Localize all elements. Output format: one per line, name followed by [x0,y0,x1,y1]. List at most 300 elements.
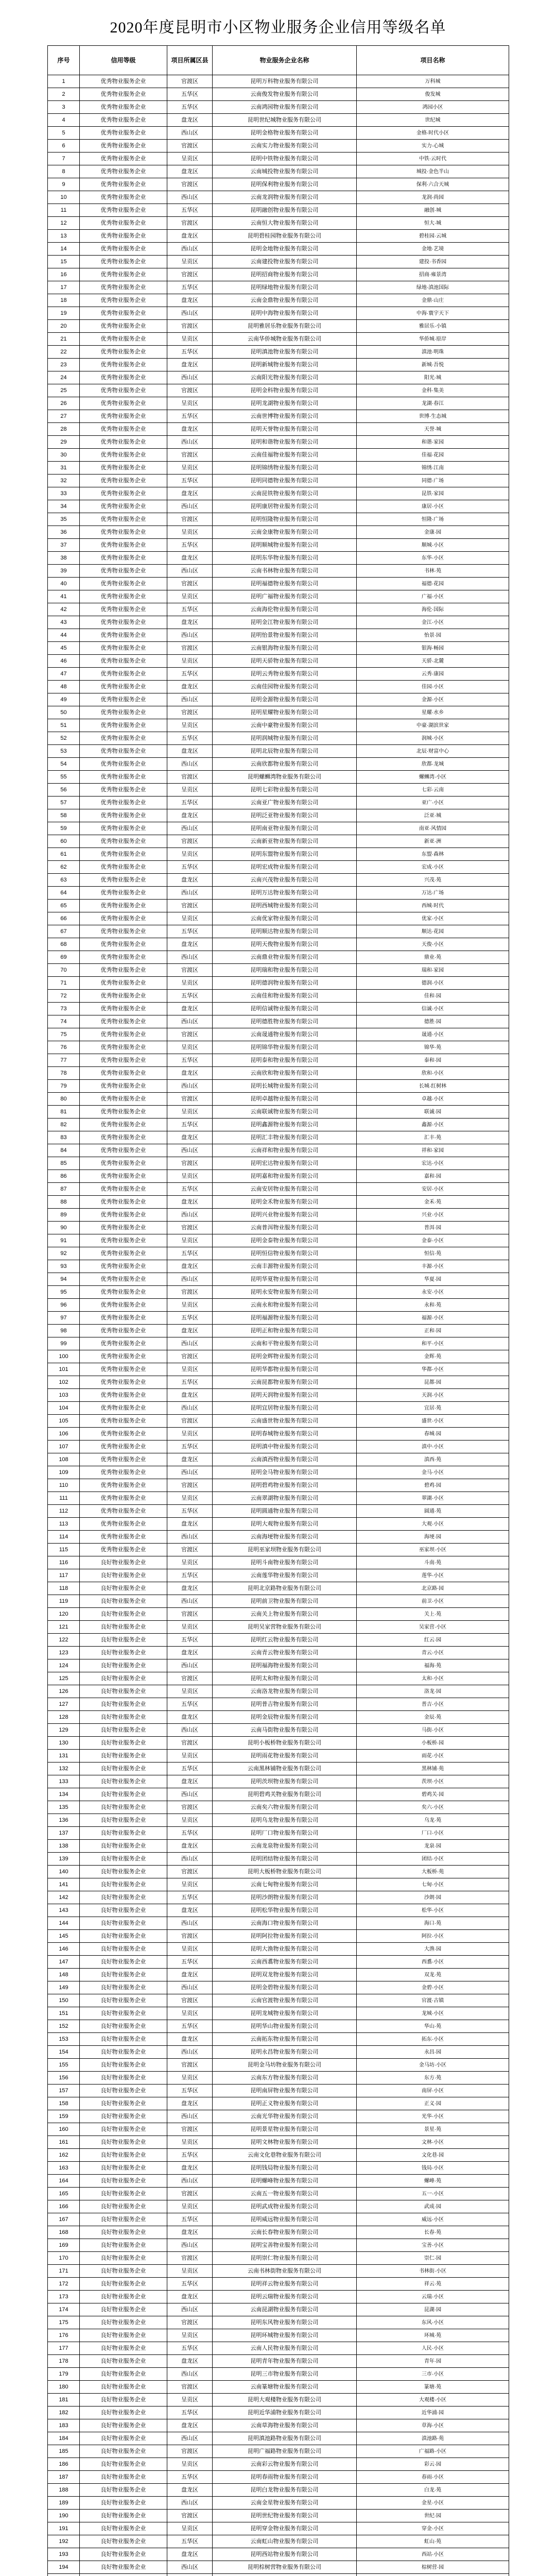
cell-level: 优秀物业服务企业 [80,874,167,887]
cell-district: 盘龙区 [167,874,213,887]
cell-no: 14 [48,243,80,256]
credit-level-table [47,45,509,2576]
cell-project: 景星·苑 [357,2123,509,2136]
cell-level: 优秀物业服务企业 [80,1209,167,1222]
cell-company: 昆明春城物业服务有限公司 [213,1428,357,1440]
cell-no: 192 [48,2535,80,2548]
cell-district [167,2574,213,2576]
cell-company: 昆明永安物业服务有限公司 [213,1286,357,1299]
cell-company: 昆明金辉物业服务有限公司 [213,1350,357,1363]
cell-district: 盘龙区 [167,2097,213,2110]
cell-no: 56 [48,784,80,796]
table-row [48,2252,509,2265]
cell-no: 122 [48,1634,80,1647]
cell-company: 昆明世纪物业服务有限公司 [213,2510,357,2522]
table-row [48,2484,509,2497]
cell-district: 呈贡区 [167,655,213,668]
cell-level: 良好物业服务企业 [80,1647,167,1659]
cell-project: 吴家营·小区 [357,1621,509,1634]
cell-no: 51 [48,719,80,732]
cell-company: 昆明碧鸡物业服务有限公司 [213,1479,357,1492]
cell-company: 昆明滇中物业服务有限公司 [213,1440,357,1453]
cell-project: 彩云·园 [357,2458,509,2471]
cell-no: 147 [48,1956,80,1969]
table-row [48,1028,509,1041]
cell-level: 优秀物业服务企业 [80,938,167,951]
cell-project: 德润·小区 [357,977,509,990]
cell-company: 昆明近华浦物业服务有限公司 [213,2406,357,2419]
cell-project: 普吉·小区 [357,1698,509,1711]
cell-no: 172 [48,2278,80,2291]
cell-project: 新亚·洲 [357,835,509,848]
cell-district: 盘龙区 [167,1582,213,1595]
cell-project: 佳福·花园 [357,449,509,462]
cell-level: 良好物业服务企业 [80,2522,167,2535]
cell-level: 优秀物业服务企业 [80,436,167,449]
cell-project: 顺城·小区 [357,539,509,552]
cell-district: 呈贡区 [167,1943,213,1956]
cell-company: 昆明雨花物业服务有限公司 [213,1750,357,1762]
cell-no: 20 [48,320,80,333]
cell-district: 官渡区 [167,2316,213,2329]
cell-company: 昆明恒隆物业服务有限公司 [213,513,357,526]
cell-project: 莲华·小区 [357,1569,509,1582]
cell-level: 优秀物业服务企业 [80,1337,167,1350]
cell-district: 官渡区 [167,1608,213,1621]
cell-project: 宝善·小区 [357,2239,509,2252]
cell-company: 昆明永昌物业服务有限公司 [213,2046,357,2059]
table-row [48,1917,509,1930]
cell-level: 良好物业服务企业 [80,2149,167,2162]
cell-district: 西山区 [167,1337,213,1350]
table-row [48,822,509,835]
cell-level: 优秀物业服务企业 [80,204,167,217]
table-row [48,1505,509,1518]
cell-no: 134 [48,1788,80,1801]
cell-project: 恒大·城 [357,217,509,230]
cell-level: 良好物业服务企业 [80,2497,167,2510]
cell-district: 五华区 [167,2471,213,2484]
table-row [48,1054,509,1067]
table-row [48,1402,509,1415]
cell-level: 良好物业服务企业 [80,1659,167,1672]
cell-company: 云南盛世物业服务有限公司 [213,1415,357,1428]
header-level: 信用等级 [80,46,167,75]
cell-district: 西山区 [167,951,213,964]
cell-project: 祥云·苑 [357,2278,509,2291]
cell-level: 优秀物业服务企业 [80,822,167,835]
table-row [48,1621,509,1634]
cell-project: 七彩·云南 [357,784,509,796]
table-row [48,758,509,771]
table-row [48,1389,509,1402]
cell-level: 良好物业服务企业 [80,2020,167,2033]
cell-project: 南屏·小区 [357,2084,509,2097]
cell-company: 昆明茨坝物业服务有限公司 [213,1775,357,1788]
cell-level: 优秀物业服务企业 [80,165,167,178]
cell-project: 保利·六合天城 [357,178,509,191]
table-row [48,2097,509,2110]
cell-level: 优秀物业服务企业 [80,307,167,320]
cell-level: 良好物业服务企业 [80,2561,167,2574]
cell-level: 良好物业服务企业 [80,1904,167,1917]
cell-project: 实力·心城 [357,140,509,152]
cell-no: 180 [48,2381,80,2394]
cell-level: 优秀物业服务企业 [80,114,167,127]
cell-project: 春城·园 [357,1428,509,1440]
table-row [48,1531,509,1544]
cell-level: 良好物业服务企业 [80,1608,167,1621]
cell-level: 优秀物业服务企业 [80,693,167,706]
table-row [48,1325,509,1337]
cell-company: 昆明龙城物业服务有限公司 [213,2007,357,2020]
cell-level: 良好物业服务企业 [80,1634,167,1647]
cell-level: 优秀物业服务企业 [80,1118,167,1131]
table-row [48,2213,509,2226]
cell-company: 昆明锦绣物业服务有限公司 [213,462,357,474]
cell-project: 普洱·园 [357,1222,509,1234]
cell-district: 官渡区 [167,1994,213,2007]
cell-company: 云南昆铁物业服务有限公司 [213,487,357,500]
cell-level: 优秀物业服务企业 [80,462,167,474]
cell-district: 西山区 [167,1724,213,1737]
cell-level: 良好物业服务企业 [80,1621,167,1634]
cell-project: 恒信·苑 [357,1247,509,1260]
cell-district: 盘龙区 [167,1840,213,1853]
cell-company: 昆明普吉物业服务有限公司 [213,1698,357,1711]
cell-district: 盘龙区 [167,809,213,822]
table-row [48,2574,509,2576]
cell-company: 昆明长城物业服务有限公司 [213,1080,357,1093]
cell-level: 良好物业服务企业 [80,1943,167,1956]
cell-no: 54 [48,758,80,771]
cell-no: 60 [48,835,80,848]
cell-project: 青年·园 [357,2355,509,2368]
cell-company: 云南官渡物业服务有限公司 [213,1994,357,2007]
cell-district: 呈贡区 [167,2522,213,2535]
cell-no: 64 [48,887,80,900]
cell-company: 昆明乌龙物业服务有限公司 [213,1814,357,1827]
cell-level: 优秀物业服务企业 [80,333,167,346]
cell-level: 优秀物业服务企业 [80,565,167,578]
cell-company: 昆明钱局物业服务有限公司 [213,2162,357,2175]
header-no: 序号 [48,46,80,75]
cell-project: 汇丰·苑 [357,1131,509,1144]
cell-no: 46 [48,655,80,668]
cell-project: 宏达·小区 [357,1157,509,1170]
cell-project: 丰源·小区 [357,1260,509,1273]
cell-district: 呈贡区 [167,1492,213,1505]
table-row [48,333,509,346]
cell-no: 88 [48,1196,80,1209]
cell-district: 呈贡区 [167,462,213,474]
cell-project: 螺蛳湾·小区 [357,771,509,784]
cell-company: 云南俊发物业服务有限公司 [213,88,357,101]
cell-level: 优秀物业服务企业 [80,1067,167,1080]
table-row [48,2432,509,2445]
table-row [48,2046,509,2059]
cell-no: 108 [48,1453,80,1466]
cell-no: 150 [48,1994,80,2007]
cell-district: 西山区 [167,2432,213,2445]
cell-district: 官渡区 [167,1222,213,1234]
table-row [48,165,509,178]
table-row [48,294,509,307]
cell-district: 呈贡区 [167,152,213,165]
cell-company: 云南鸿园物业服务有限公司 [213,101,357,114]
cell-project: 龙泉·园 [357,1840,509,1853]
cell-project: 金辰·苑 [357,1711,509,1724]
table-row [48,732,509,745]
table-row [48,423,509,436]
cell-no: 7 [48,152,80,165]
cell-level: 优秀物业服务企业 [80,397,167,410]
table-row [48,487,509,500]
cell-no: 36 [48,526,80,539]
table-row [48,835,509,848]
cell-project: 佳园·小区 [357,681,509,693]
cell-company: 昆明北京路物业服务有限公司 [213,1582,357,1595]
cell-district: 五华区 [167,1247,213,1260]
cell-project: 金源·小区 [357,693,509,706]
cell-level: 良好物业服务企业 [80,1762,167,1775]
cell-level: 良好物业服务企业 [80,1866,167,1878]
cell-company: 昆明正义物业服务有限公司 [213,2097,357,2110]
cell-district: 官渡区 [167,706,213,719]
cell-level: 良好物业服务企业 [80,1917,167,1930]
cell-project: 雅居乐·小镇 [357,320,509,333]
table-row [48,1041,509,1054]
table-row [48,1814,509,1827]
cell-district: 呈贡区 [167,2136,213,2149]
table-row [48,1595,509,1608]
table-row [48,75,509,88]
cell-district: 盘龙区 [167,1904,213,1917]
table-row [48,2561,509,2574]
cell-no: 68 [48,938,80,951]
cell-no: 3 [48,101,80,114]
cell-company: 昆明西城物业服务有限公司 [213,900,357,912]
cell-district: 官渡区 [167,268,213,281]
cell-district: 呈贡区 [167,256,213,268]
cell-company: 昆明世纪城物业服务有限公司 [213,114,357,127]
cell-no: 116 [48,1556,80,1569]
cell-level: 优秀物业服务企业 [80,1028,167,1041]
cell-project: 建投·书香园 [357,256,509,268]
table-row [48,114,509,127]
cell-company: 昆明绿地物业服务有限公司 [213,281,357,294]
cell-level: 良好物业服务企业 [80,1685,167,1698]
cell-project: 金马·小区 [357,1466,509,1479]
cell-project: 鼎业·苑 [357,951,509,964]
cell-project: 官渡·古镇 [357,1994,509,2007]
cell-no: 101 [48,1363,80,1376]
table-row [48,1015,509,1028]
table-row [48,951,509,964]
cell-no: 128 [48,1711,80,1724]
cell-district: 盘龙区 [167,1969,213,1981]
cell-company: 昆明金格物业服务有限公司 [213,127,357,140]
cell-project: 南亚·风情园 [357,822,509,835]
cell-district: 五华区 [167,1569,213,1582]
table-row [48,371,509,384]
cell-district: 官渡区 [167,835,213,848]
cell-no: 65 [48,900,80,912]
cell-district: 呈贡区 [167,1428,213,1440]
cell-level: 优秀物业服务企业 [80,1080,167,1093]
cell-company: 云南昆湖物业服务有限公司 [213,2303,357,2316]
cell-level: 优秀物业服务企业 [80,1312,167,1325]
cell-district: 五华区 [167,1183,213,1196]
cell-no: 47 [48,668,80,681]
table-row [48,1685,509,1698]
cell-project: 东风·小区 [357,2316,509,2329]
cell-company: 云南和平物业服务有限公司 [213,1337,357,1350]
cell-no: 18 [48,294,80,307]
cell-district: 盘龙区 [167,359,213,371]
cell-no: 22 [48,346,80,359]
cell-company: 云南草海物业服务有限公司 [213,2419,357,2432]
cell-company: 云南彩云物业服务有限公司 [213,2458,357,2471]
cell-project: 太和·小区 [357,1672,509,1685]
cell-project: 沙朗·园 [357,1891,509,1904]
table-row [48,500,509,513]
cell-project: 瑞和·家园 [357,964,509,977]
cell-no: 77 [48,1054,80,1067]
cell-project: 鸿园小区 [357,101,509,114]
cell-project: 青云·小区 [357,1647,509,1659]
cell-company: 昆明保利物业服务有限公司 [213,178,357,191]
cell-district: 官渡区 [167,1866,213,1878]
cell-company: 昆明和谐物业服务有限公司 [213,436,357,449]
cell-company: 昆明汇丰物业服务有限公司 [213,1131,357,1144]
cell-district: 呈贡区 [167,1234,213,1247]
cell-level: 优秀物业服务企业 [80,1247,167,1260]
cell-no: 190 [48,2510,80,2522]
cell-no: 5 [48,127,80,140]
cell-project: 世纪·园 [357,2510,509,2522]
cell-company: 云南海伦物业服务有限公司 [213,603,357,616]
cell-company: 昆明棕树营物业服务有限公司 [213,2561,357,2574]
header-company: 物业服务企业名称 [213,46,357,75]
cell-no: 95 [48,1286,80,1299]
cell-no: 137 [48,1827,80,1840]
table-header-row [48,46,509,75]
table-row [48,874,509,887]
cell-level: 优秀物业服务企业 [80,861,167,874]
cell-project: 康居·小区 [357,500,509,513]
cell-company: 昆明前卫物业服务有限公司 [213,1595,357,1608]
table-row [48,681,509,693]
cell-district: 呈贡区 [167,2458,213,2471]
cell-district: 盘龙区 [167,1711,213,1724]
table-row [48,2522,509,2535]
table-row [48,848,509,861]
cell-no: 86 [48,1170,80,1183]
cell-no: 177 [48,2342,80,2355]
cell-project: 龙城·小区 [357,2007,509,2020]
cell-district: 西山区 [167,1080,213,1093]
cell-level: 优秀物业服务企业 [80,1350,167,1363]
table-row [48,217,509,230]
table-row [48,2471,509,2484]
cell-project: 新城·吾悦 [357,359,509,371]
cell-no: 164 [48,2175,80,2188]
table-row [48,1003,509,1015]
cell-no: 173 [48,2291,80,2303]
cell-company: 云南翠湖物业服务有限公司 [213,1492,357,1505]
cell-project: 华侨城·原岸 [357,333,509,346]
table-row [48,2084,509,2097]
cell-company: 昆明中铁物业服务有限公司 [213,152,357,165]
table-row [48,101,509,114]
cell-project: 威远·小区 [357,2213,509,2226]
table-row [48,2007,509,2020]
cell-company: 云南昆都物业服务有限公司 [213,1376,357,1389]
cell-company: 昆明龙湖物业服务有限公司 [213,397,357,410]
cell-project: 华夏·园 [357,1273,509,1286]
cell-no: 143 [48,1904,80,1917]
cell-company: 昆明滇池路物业服务有限公司 [213,2432,357,2445]
cell-district: 西山区 [167,2497,213,2510]
cell-project: 招商·雍景湾 [357,268,509,281]
cell-company: 云南金鼎物业服务有限公司 [213,294,357,307]
cell-district: 官渡区 [167,1930,213,1943]
cell-level: 优秀物业服务企业 [80,1222,167,1234]
cell-district: 西山区 [167,191,213,204]
table-row [48,1956,509,1969]
cell-level: 优秀物业服务企业 [80,1196,167,1209]
cell-district: 西山区 [167,1144,213,1157]
cell-project: 金地·艺境 [357,243,509,256]
cell-company: 昆明大观楼物业服务有限公司 [213,2394,357,2406]
cell-level: 良好物业服务企业 [80,1788,167,1801]
table-row [48,191,509,204]
cell-level: 优秀物业服务企业 [80,539,167,552]
table-row [48,204,509,217]
cell-project: 兴业·小区 [357,1209,509,1222]
cell-level: 优秀物业服务企业 [80,1157,167,1170]
cell-no: 117 [48,1569,80,1582]
cell-company: 昆明福海物业服务有限公司 [213,1659,357,1672]
table-row [48,1737,509,1750]
cell-company: 云南光华物业服务有限公司 [213,2110,357,2123]
cell-company: 昆明金马物业服务有限公司 [213,1466,357,1479]
cell-no: 25 [48,384,80,397]
table-row [48,1556,509,1569]
cell-company: 昆明华山物业服务有限公司 [213,2020,357,2033]
table-row [48,796,509,809]
cell-company: 昆明沙朗物业服务有限公司 [213,1891,357,1904]
cell-level: 优秀物业服务企业 [80,1402,167,1415]
cell-company: 昆明德润物业服务有限公司 [213,977,357,990]
table-row [48,603,509,616]
cell-company: 昆明金禾物业服务有限公司 [213,1196,357,1209]
cell-project: 天骄·北麓 [357,655,509,668]
cell-project: 鑫源·小区 [357,1118,509,1131]
cell-level: 优秀物业服务企业 [80,668,167,681]
cell-project: 晟通·小区 [357,1028,509,1041]
cell-district: 盘龙区 [167,1131,213,1144]
table-row [48,243,509,256]
cell-company: 云南安居物业服务有限公司 [213,1183,357,1196]
cell-project: 龙润·尚园 [357,191,509,204]
cell-no: 136 [48,1814,80,1827]
cell-company: 昆明招商物业服务有限公司 [213,268,357,281]
cell-project: 崇仁·园 [357,2252,509,2265]
cell-project: 龙湖·春江 [357,397,509,410]
cell-company: 昆明广福路物业服务有限公司 [213,2445,357,2458]
